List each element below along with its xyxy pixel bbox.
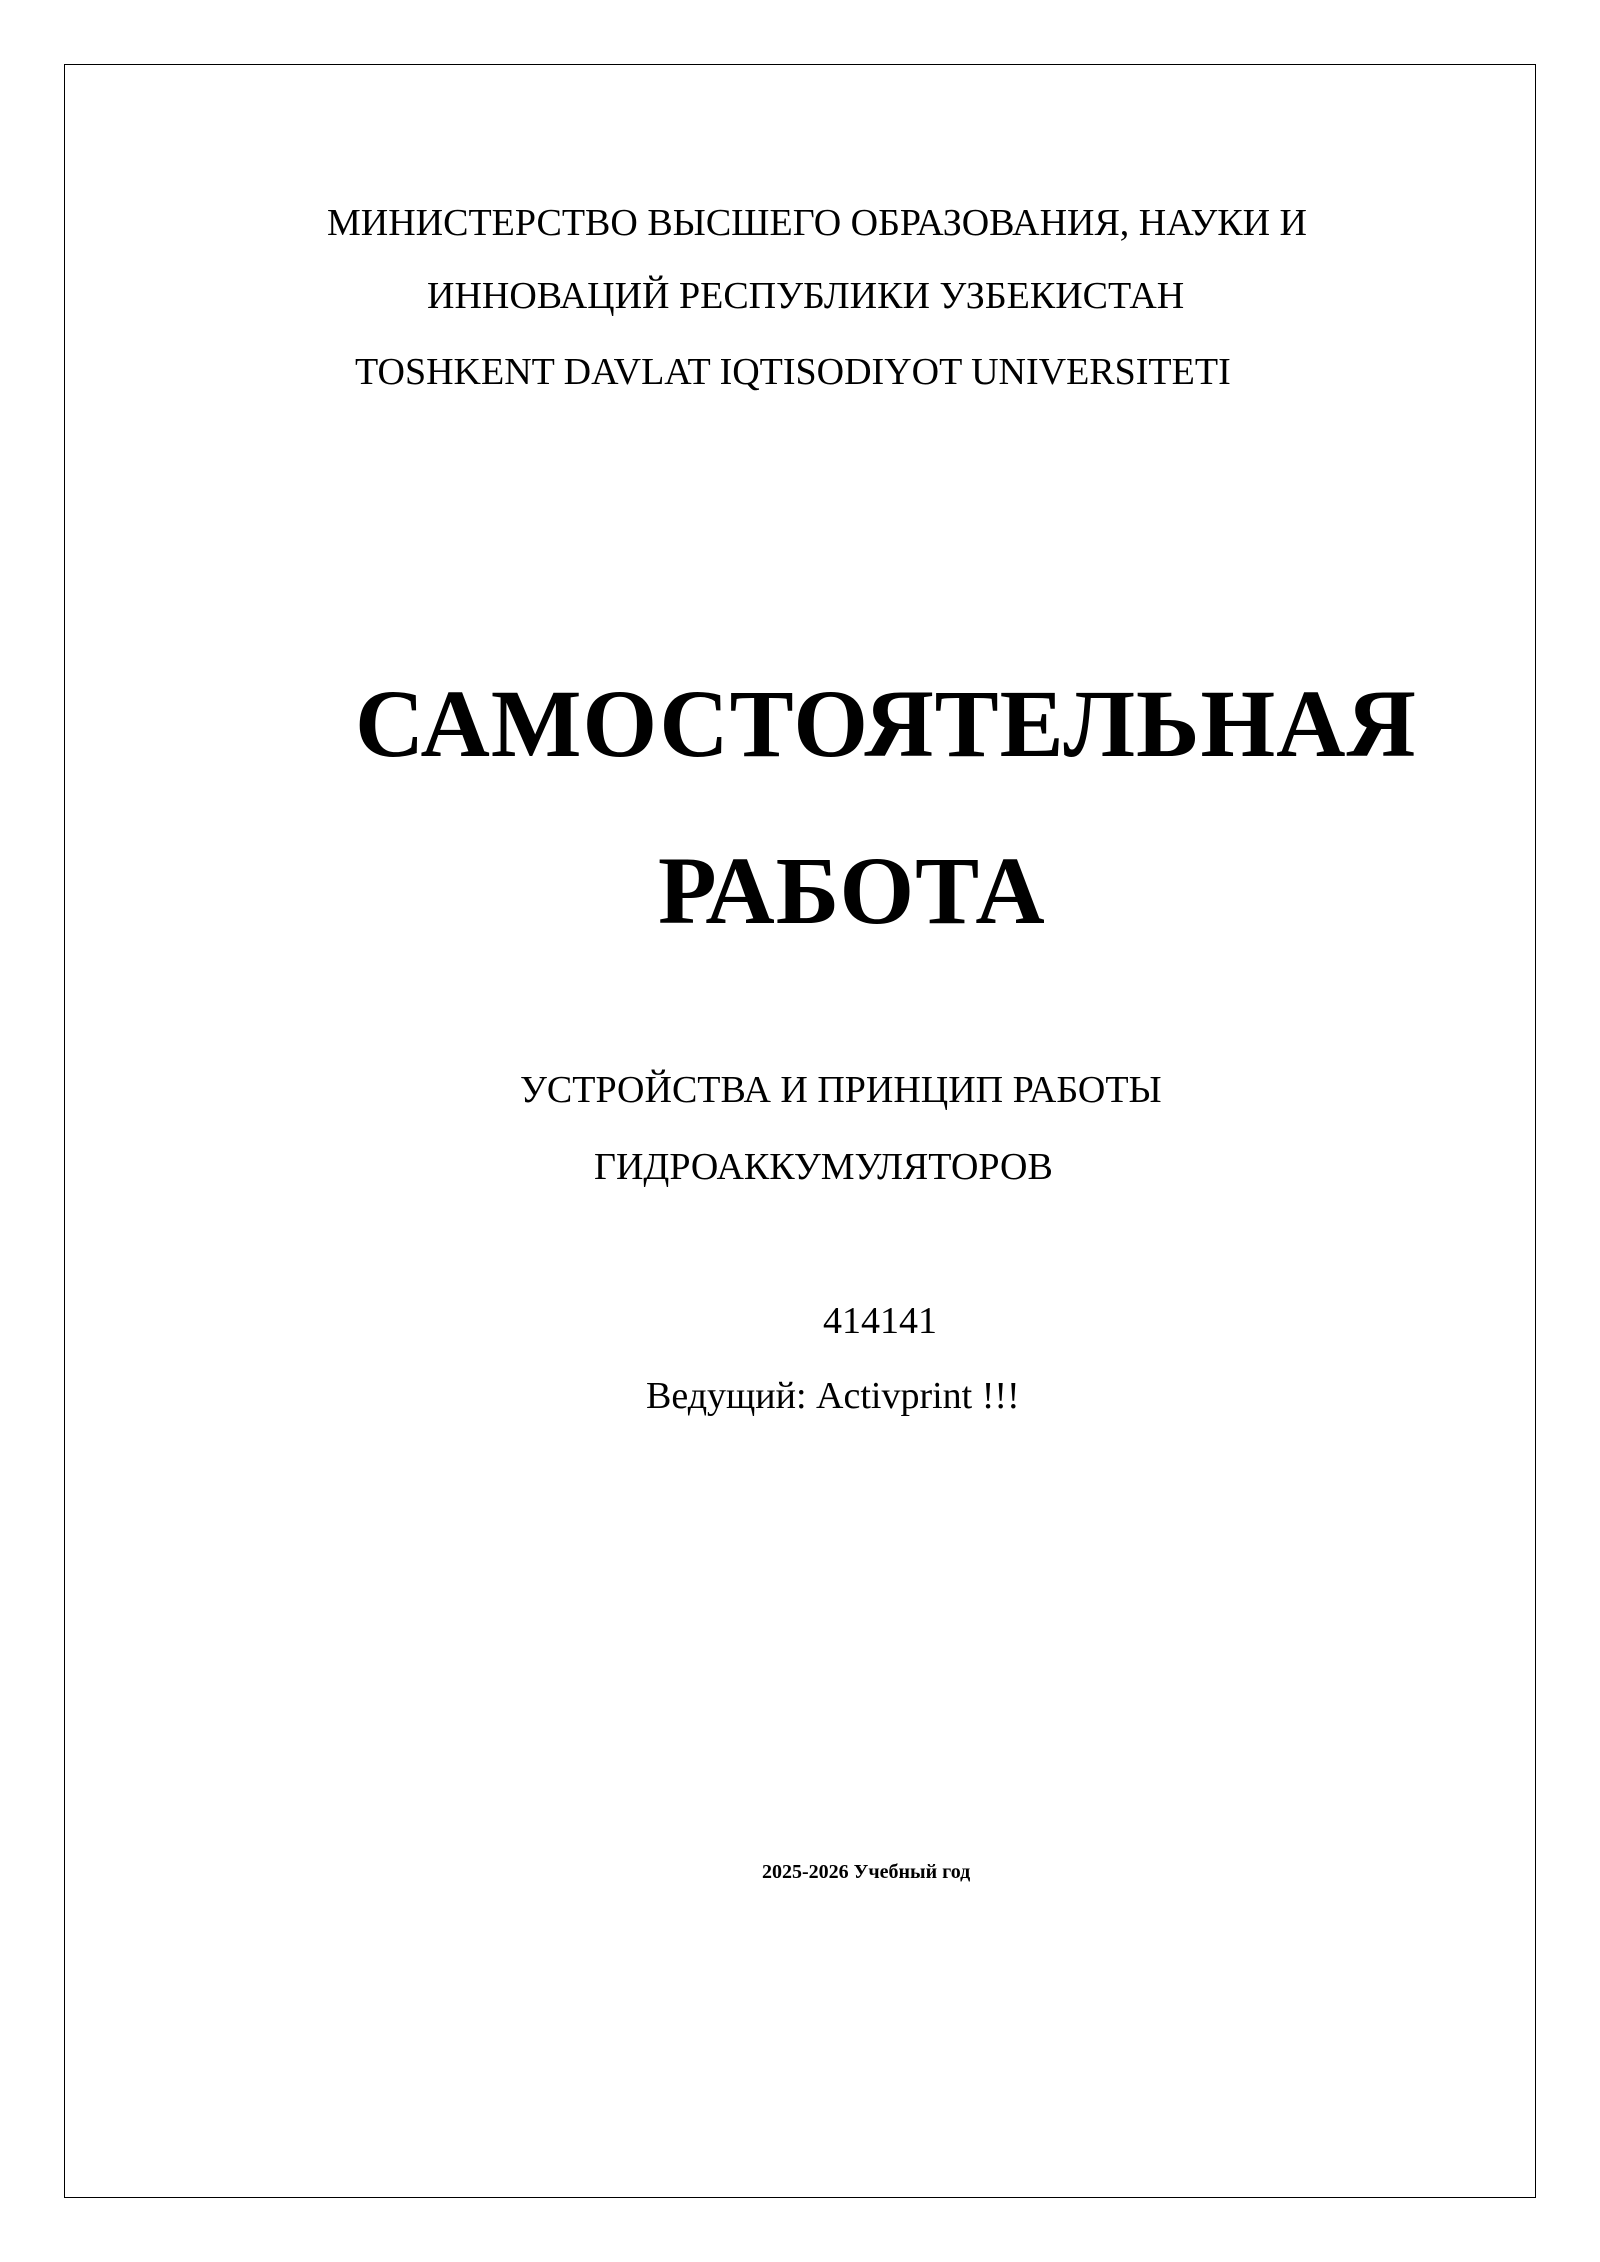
- supervisor: Ведущий: Activprint !!!: [646, 1375, 1020, 1417]
- ministry-name-line-2: ИННОВАЦИЙ РЕСПУБЛИКИ УЗБЕКИСТАН: [427, 275, 1185, 317]
- document-title-line-2: РАБОТА: [658, 837, 1046, 944]
- document-title-line-1: САМОСТОЯТЕЛЬНАЯ: [355, 670, 1417, 777]
- topic-line-1: УСТРОЙСТВА И ПРИНЦИП РАБОТЫ: [520, 1069, 1162, 1111]
- student-id: 414141: [823, 1300, 937, 1342]
- topic-line-2: ГИДРОАККУМУЛЯТОРОВ: [594, 1146, 1053, 1188]
- academic-year: 2025-2026 Учебный год: [762, 1861, 971, 1883]
- ministry-name-line-1: МИНИСТЕРСТВО ВЫСШЕГО ОБРАЗОВАНИЯ, НАУКИ И: [327, 202, 1307, 244]
- university-name: TOSHKENT DAVLAT IQTISODIYOT UNIVERSITETI: [355, 351, 1231, 393]
